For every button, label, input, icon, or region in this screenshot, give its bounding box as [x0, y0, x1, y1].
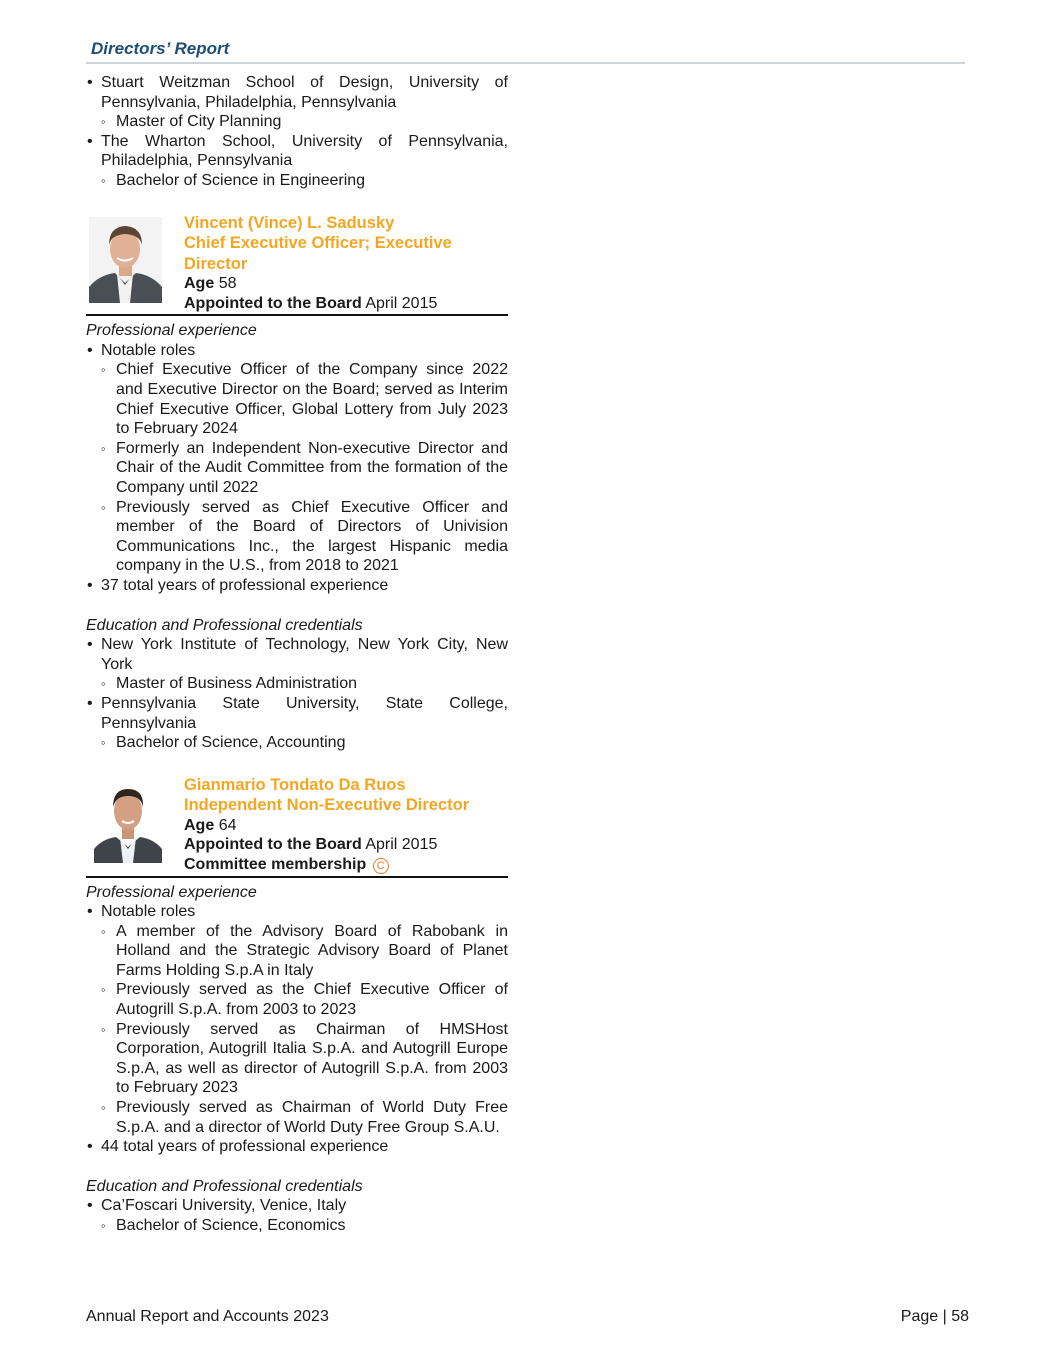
- list-item: [101, 171, 508, 191]
- director-appointed: Appointed to the Board April 2015: [184, 294, 438, 312]
- list-item: ◦ Bachelor of Science, Accounting: [101, 733, 508, 753]
- list-item: ◦ Chief Executive Officer of the Company since 2022 and Executive Director on the Board; served as Interim Chief Executive Officer, Global Lottery from July 2023 to February 2024: [101, 360, 508, 438]
- education-title: Education and Professional credentials: [86, 1177, 363, 1195]
- intro-education-list: [86, 73, 508, 191]
- list-item: • Pennsylvania State University, State College, Pennsylvania ◦ Bachelor of Science, Accounting: [86, 694, 508, 753]
- institution: The Wharton School, University of Pennsylvania, Philadelphia, Pennsylvania: [101, 132, 508, 170]
- list-item: ◦ Previously served as Chairman of World Duty Free S.p.A. and a director of World Duty Free Group S.A.U.: [101, 1098, 508, 1137]
- director-name: Gianmario Tondato Da Ruos: [184, 775, 406, 794]
- director-info: [184, 213, 508, 314]
- footer-report-title: Annual Report and Accounts 2023: [86, 1308, 329, 1325]
- list-item: • 44 total years of professional experience: [86, 1137, 508, 1157]
- list-item: • New York Institute of Technology, New York City, New York ◦ Master of Business Administration: [86, 635, 508, 694]
- footer-page-number: Page | 58: [900, 1308, 969, 1325]
- experience-title: Professional experience: [86, 322, 257, 340]
- experience-title: Professional experience: [86, 883, 257, 901]
- list-item: ◦ Previously served as Chairman of HMSHost Corporation, Autogrill Italia S.p.A. and Autogrill Europe S.p.A, as well as director of Autogrill S.p.A. from 2003 to February 2023: [101, 1020, 508, 1098]
- page-header-title: Directors’ Report: [91, 39, 230, 58]
- director-portrait: [94, 779, 162, 863]
- list-item: • Ca’Foscari University, Venice, Italy ◦ Bachelor of Science, Economics: [86, 1196, 508, 1235]
- director-appointed: Appointed to the Board April 2015: [184, 836, 438, 854]
- director-age: Age 64: [184, 816, 237, 834]
- director-committee: Committee membership C: [184, 855, 508, 875]
- degree: Bachelor of Science in Engineering: [116, 171, 366, 189]
- director-portrait: [89, 217, 162, 303]
- list-item: • Notable roles ◦ A member of the Advisory Board of Rabobank in Holland and the Strategic Advisory Board of Planet Farms Holding S.p.A in Italy ◦ Previously served as the Chief Executive Officer of Autogrill S.p.A. from 2003 to 2023 ◦ Previously served as Chairman of HMSHost Corporation, Autogrill Italia S.p.A. and Autogrill Europe S.p.A, as well as director of Autogrill S.p.A. from 2003 to February 2023 ◦ Previously served as Chairman of World Duty Free S.p.A. and a director of World Duty Free Group S.A.U.: [86, 902, 508, 1137]
- main-column: [86, 73, 508, 1236]
- list-item: • 37 total years of professional experience: [86, 576, 508, 596]
- education-list: [86, 635, 508, 753]
- experience-list: [86, 341, 508, 596]
- list-item: ◦ Previously served as Chief Executive Officer and member of the Board of Directors of Univision Communications Inc., the largest Hispanic media company in the U.S., from 2018 to 2021: [101, 498, 508, 576]
- director-profile-tondato: [86, 775, 508, 878]
- list-item: ◦ Formerly an Independent Non-executive Director and Chair of the Audit Committee from the formation of the Company until 2022: [101, 439, 508, 498]
- director-info: [184, 775, 508, 875]
- list-item: [101, 112, 508, 132]
- profile-divider: [86, 314, 508, 316]
- header-divider: [86, 62, 965, 64]
- education-list: [86, 1196, 508, 1235]
- director-name: Vincent (Vince) L. Sadusky: [184, 213, 395, 232]
- director-age: Age 58: [184, 275, 237, 293]
- list-item: ◦ Bachelor of Science, Economics: [101, 1216, 508, 1236]
- committee-c-icon: C: [373, 858, 389, 874]
- director-profile-sadusky: [86, 213, 508, 317]
- experience-list: [86, 902, 508, 1157]
- director-role: Independent Non-Executive Director: [184, 796, 470, 815]
- list-item: [86, 73, 508, 132]
- education-title: Education and Professional credentials: [86, 616, 363, 634]
- list-item: [86, 132, 508, 191]
- list-item: • Notable roles ◦ Chief Executive Officer of the Company since 2022 and Executive Director on the Board; served as Interim Chief Executive Officer, Global Lottery from July 2023 to February 2024 ◦ Formerly an Independent Non-executive Director and Chair of the Audit Committee from the formation of the Company until 2022 ◦ Previously served as Chief Executive Officer and member of the Board of Directors of Univision Communications Inc., the largest Hispanic media company in the U.S., from 2018 to 2021: [86, 341, 508, 576]
- profile-divider: [86, 876, 508, 878]
- director-role: Chief Executive Officer; Executive Director: [184, 234, 452, 273]
- list-item: ◦ Previously served as the Chief Executive Officer of Autogrill S.p.A. from 2003 to 2023: [101, 980, 508, 1019]
- list-item: ◦ A member of the Advisory Board of Rabobank in Holland and the Strategic Advisory Board of Planet Farms Holding S.p.A in Italy: [101, 922, 508, 981]
- institution: Stuart Weitzman School of Design, University of Pennsylvania, Philadelphia, Pennsylvania: [101, 74, 508, 111]
- degree: Master of City Planning: [116, 113, 282, 131]
- list-item: ◦ Master of Business Administration: [101, 674, 508, 694]
